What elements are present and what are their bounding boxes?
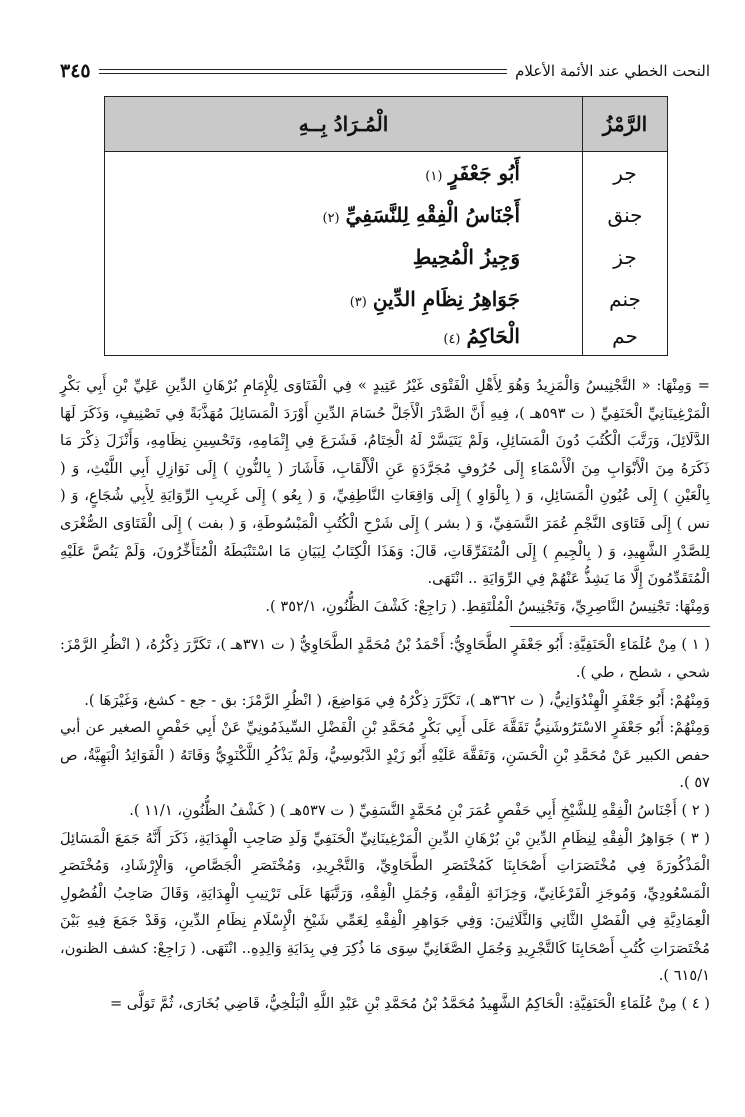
symbol-cell: جنم <box>583 278 668 320</box>
column-header-meaning: الْمُـرَادُ بِــهِ <box>105 97 583 152</box>
header-rule <box>99 69 508 74</box>
meaning-cell <box>105 278 583 320</box>
footnote-marker: (٤) <box>443 332 461 347</box>
paragraph: وَمِنْهَا: تَجْنِيسُ النَّاصِرِيِّ، وَتَجْنِيسُ الْمُلْتَقِطِ. ( رَاجِعْ: كَشْفَ الظُّنُونِ، ٣٥٢/١ ). <box>265 597 710 615</box>
book-title: النحت الخطي عند الأئمة الأعلام <box>515 62 710 80</box>
table-row <box>105 152 668 195</box>
symbol-table <box>104 96 668 356</box>
symbol-cell: جنق <box>583 194 668 236</box>
meaning-text: أَبُو جَعْفَرٍ <box>448 161 520 185</box>
footnote-marker: (٣) <box>349 295 367 310</box>
page <box>60 58 710 1018</box>
meaning-text: الْحَاكِمُ <box>466 324 520 348</box>
footnote-marker: (٢) <box>322 211 340 226</box>
footnotes <box>60 631 710 1017</box>
table-row <box>105 278 668 320</box>
footnote: ( ٤ ) مِنْ عُلَمَاءِ الْحَنَفِيَّةِ: الْحَاكِمُ الشَّهِيدُ مُحَمَّدُ بْنُ مُحَمَّدِ بْنِ عَبْدِ اللَّهِ الْبَلْخِيُّ، قَاضِي بُخَارَى، ثُمَّ تَوَلَّى = <box>109 995 710 1013</box>
page-number: ٣٤٥ <box>60 60 91 82</box>
meaning-text: جَوَاهِرُ نِظَامِ الدِّينِ <box>372 287 520 311</box>
footnote-separator <box>510 626 710 627</box>
meaning-cell <box>105 320 583 356</box>
meaning-text: أَجْنَاسُ الْفِقْهِ لِلنَّسَفِيِّ <box>345 203 520 227</box>
table-row <box>105 194 668 236</box>
continuation-text <box>60 372 710 620</box>
symbol-cell: جر <box>583 152 668 195</box>
symbol-cell: حم <box>583 320 668 356</box>
meaning-text: وَجِيزُ الْمُحِيطِ <box>412 245 520 269</box>
column-header-symbol: الرَّمْزُ <box>583 97 668 152</box>
paragraph: = وَمِنْهَا: « التَّجْنِيسُ وَالْمَزِيدُ وَهُوَ لِأَهْلِ الْفَتْوَى غَيْرُ عَتِيدٍ » فِي الْفَتَاوَى لِلْإِمَامِ بُرْهَانِ الدِّينِ عَلِيِّ بْنِ أَبِي بَكْرٍ الْمَرْغِينَانِيِّ الْحَنَفِيِّ ( ت ٥٩٣هـ )، فِيهِ أَنَّ الصَّدْرَ الْأَجَلَّ حُسَامَ الدِّينِ أَوْرَدَ الْمَسَائِلَ مُهَذَّبَةً فِي تَصْنِيفٍ، وَذَكَرَ لَهَا الدَّلَائِلَ، وَرَتَّبَ الْكُتُبَ دُونَ الْمَسَائِلِ، وَلَمْ يَتَيَسَّرْ لَهُ الْخِتَامُ، فَشَرَعَ فِي إِتْمَامِهِ، وَتَحْسِينِ نِظَامِهِ، وَأَنْزَلَ ذِكْرَ مَا ذَكَرَهُ مِنَ الْأَبْوَابِ مِنَ الْأَسْمَاءِ إِلَى حُرُوفٍ مُجَرَّدَةٍ عَنِ الْأَلْقَابِ، فَأَشَارَ ( بِالنُّونِ ) إِلَى نَوَازِلِ أَبِي اللَّيْثِ، وَ ( بِالْعَيْنِ ) إِلَى عُيُونِ الْمَسَائِلِ، وَ ( بِالْوَاوِ ) إِلَى وَاقِعَاتِ النَّاطِفِيِّ، وَ ( بِعُو ) إِلَى غَرِيبِ الرِّوَايَةِ لِأَبِي شُجَاعٍ، وَ ( نس ) إِلَى فَتَاوَى النَّجْمِ عُمَرَ النَّسَفِيِّ، وَ ( بشر ) إِلَى شَرْحِ الْكُتُبِ الْمَبْسُوطَةِ، وَ ( بفت ) إِلَى الْفَتَاوَى الصُّغْرَى لِلصَّدْرِ الشَّهِيدِ، وَ ( بِالْجِيمِ ) إِلَى الْمُتَفَرِّقَاتِ، قَالَ: وَهَذَا الْكِتَابُ لِبَيَانِ مَا اسْتَنْبَطَهُ الْمُتَأَخِّرُونَ، وَلَمْ يَنُصَّ عَلَيْهِ الْمُتَقَدِّمُونَ إِلَّا مَا يَشِذُّ عَنْهُمْ فِي الرِّوَايَةِ .. انْتَهَى. <box>60 377 710 588</box>
footnote-marker: (١) <box>425 169 443 184</box>
footnote: ( ٢ ) أَجْنَاسُ الْفِقْهِ لِلشَّيْخِ أَبِي حَفْصٍ عُمَرَ بْنِ مُحَمَّدٍ النَّسَفِيِّ ( ت ٥٣٧هـ ) ( كَشْفُ الظُّنُونِ، ١١/١ ). <box>129 801 710 819</box>
table-row <box>105 320 668 356</box>
footnote: وَمِنْهُمْ: أَبُو جَعْفَرٍ الاسْتَرُوشَنِيُّ تَفَقَّهَ عَلَى أَبِي بَكْرٍ مُحَمَّدِ بْنِ الْفَضْلِ السِّيذَمُونِيِّ عَنْ أَبِي حَفْصٍ الصغير عن أبي حفص الكبير عَنْ مُحَمَّدِ بْنِ الْحَسَنِ، وَتَفَقَّهَ عَلَيْهِ أَبُو زَيْدٍ الدَّبُوسِيُّ، وَلَمْ يَذْكُرِ اللَّكْنَوِيُّ وَفَاتَهُ ( الْفَوَائِدُ الْبَهِيَّةُ، ص ٥٧ ). <box>60 719 710 792</box>
footnote: ( ١ ) مِنْ عُلَمَاءِ الْحَنَفِيَّةِ: أَبُو جَعْفَرٍ الطَّحَاوِيُّ: أَحْمَدُ بْنُ مُحَمَّدٍ الطَّحَاوِيُّ ( ت ٣٧١هـ )، تَكَرَّرَ ذِكْرُهُ، ( انْظُرِ الرَّمْزَ: شحي ، شطح ، طي ). <box>60 636 710 681</box>
meaning-cell <box>105 152 583 195</box>
meaning-cell <box>105 236 583 278</box>
table-row <box>105 236 668 278</box>
running-header <box>60 58 710 84</box>
meaning-cell <box>105 194 583 236</box>
footnote: ( ٣ ) جَوَاهِرُ الْفِقْهِ لِنِظَامِ الدِّينِ بْنِ بُرْهَانِ الدِّينِ الْمَرْغِينَانِيِّ الْحَنَفِيِّ وَلَدِ صَاحِبِ الْهِدَايَةِ، ذَكَرَ أَنَّهُ جَمَعَ الْمَسَائِلَ الْمَذْكُورَةَ فِي مُخْتَصَرَاتِ أَصْحَابِنَا كَمُخْتَصَرِ الطَّحَاوِيِّ، وَالتَّجْرِيدِ، وَمُخْتَصَرِ الْجَصَّاصِ، وَالْإِرْشَادِ، وَمُخْتَصَرِ الْمَسْعُودِيِّ، وَمُوجَزِ الْفَرْغَانِيِّ، وَخِزَانَةِ الْفِقْهِ، وَجُمَلِ الْفِقْهِ، وَرَتَّبَهَا عَلَى تَرْتِيبِ الْهِدَايَةِ، وَقَالَ صَاحِبُ الْفُصُولِ الْعِمَادِيَّةِ فِي الْفَصْلِ الثَّانِي وَالثَّلَاثِينَ: وَفِي جَوَاهِرِ الْفِقْهِ لِعَمِّي شَيْخِ الْإِسْلَامِ نِظَامِ الدِّينِ، وَقَدْ جَمَعَ فِيهِ بَيْنَ مُخْتَصَرَاتِ كُتُبِ أَصْحَابِنَا كَالتَّجْرِيدِ وَجُمَلِ الصَّغَانِيِّ سِوَى مَا ذُكِرَ فِي بِدَايَةِ وَالِدِهِ.. انْتَهَى. ( رَاجِعْ: كشف الظنون، ٦١٥/١ ). <box>60 829 710 985</box>
footnote: وَمِنْهُمْ: أَبُو جَعْفَرٍ الْهِنْدُوَانِيُّ، ( ت ٣٦٢هـ )، تَكَرَّرَ ذِكْرُهُ فِي مَوَاضِعَ، ( انْظُرِ الرَّمْزَ: بق - جع - كشغ، وَغَيْرَهَا ). <box>84 691 710 709</box>
symbol-cell: جز <box>583 236 668 278</box>
table-header-row <box>105 97 668 152</box>
